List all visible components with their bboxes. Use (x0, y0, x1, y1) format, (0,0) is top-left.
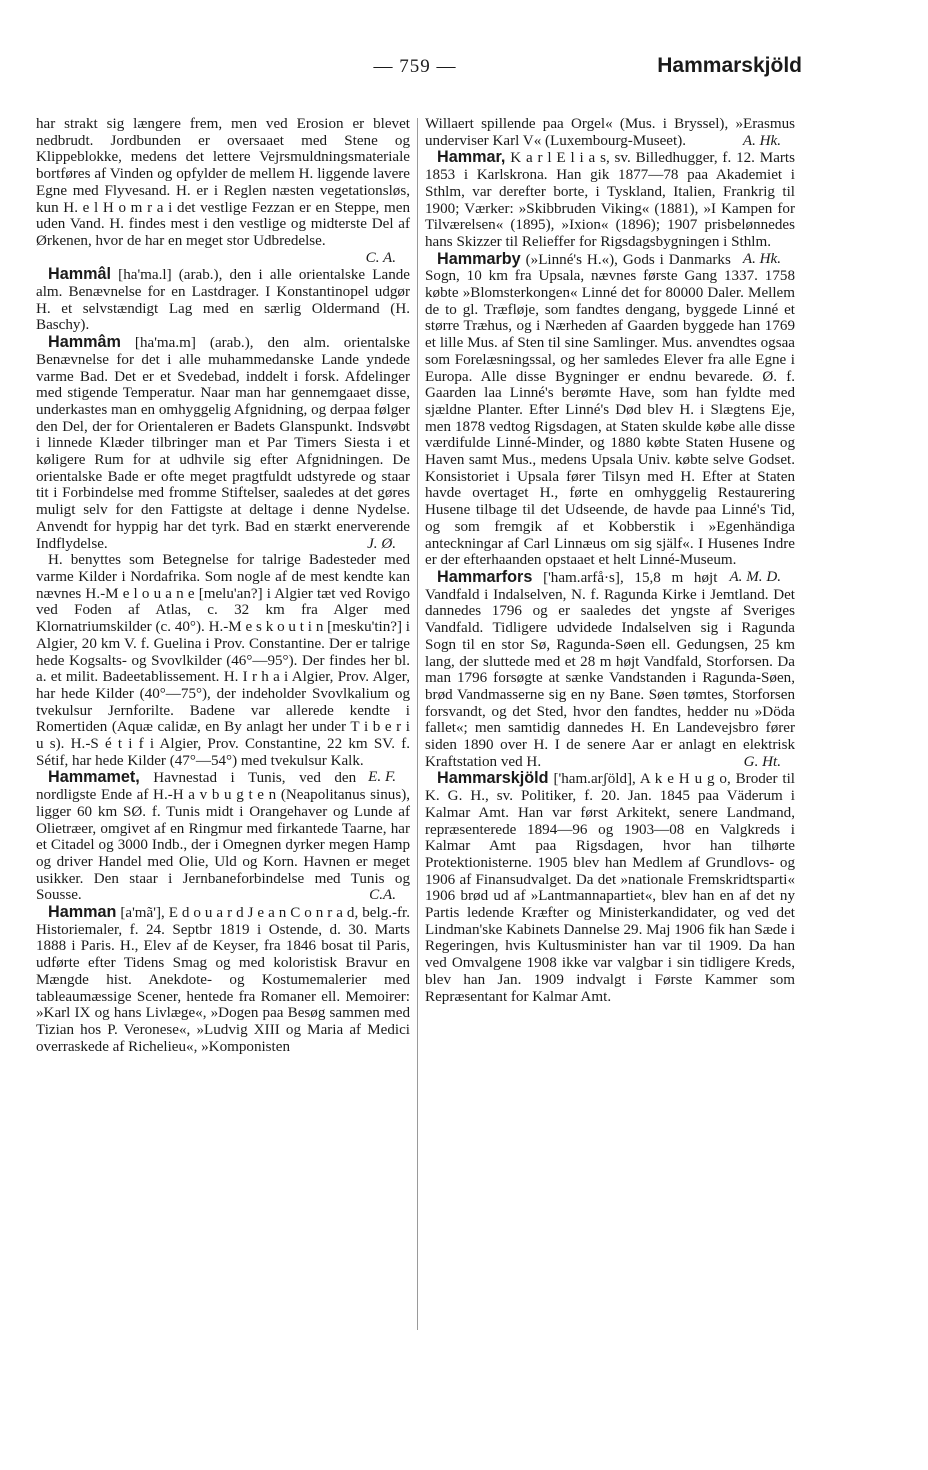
column-divider (417, 118, 418, 1330)
entry-headword: Hammarby (437, 249, 521, 268)
right-column (425, 116, 795, 1005)
entry-signature: J. Ø. (367, 535, 396, 552)
entry-headword: Hammâl (48, 265, 111, 284)
entry-signature: C.A. (369, 887, 396, 904)
left-column (36, 116, 410, 1055)
entry-signature: A. Hk. (742, 250, 781, 267)
entry-headword: Hammâm (48, 333, 121, 352)
entry-headword: Hammarskjöld (437, 769, 549, 788)
entry-text: [a'mã'], E d o u a r d J e a n C o n r a d, belg.-fr. Historiemaler, f. 24. Septbr 1819 i Ostende, d. 30. Marts 1888 i Paris. H., Elev af de Keyser, fra 1846 bosat til Paris, udførte efter Tidens Smag og med koloristisk Bravur en Mængde hist. Anekdote- og Kostumemalerier med tableaumæssige Scener, hentede fra Romaner ell. Memoirer: »Karl IX og hans Livlæge«, »Dogen paa Besøg sammen med Tizian hos P. Veronese«, »Ludvig XIII og Maria af Medici overraskede af Richelieu«, »Komponisten (36, 905, 410, 1055)
entry-headword: Hamman (48, 903, 117, 922)
entry-headword: Hammamet, (48, 768, 140, 787)
entry-continuation (425, 116, 795, 149)
entry-hammal (36, 266, 410, 334)
entry-signature: A. Hk. (742, 132, 781, 149)
entry-text: Willaert spillende paa Orgel« (Mus. i Bryssel), »Erasmus underviser Karl V« (Luxembourg-Museet). (425, 116, 795, 149)
entry-hammarfors (425, 569, 795, 770)
entry-text: K a r l E l i a s, sv. Billedhugger, f. 12. Marts 1853 i Karlskrona. Han gik 1877—78 paa Akademiet i Sthlm, var derefter borte, i Tyskland, Italien, Frankrig til 1900; Værker: »Skibbruden Viking« (1881), »I Kampen for Tilværelsen« (1895), »Ixion« (1896); 1907 prisbelønnedes hans Skizzer til Relieffer for Rigsdagsbygningen i Sthlm. (425, 150, 795, 250)
entry-text: ['ham.arʃöld], A k e H u g o, Broder til K. G. H., sv. Politiker, f. 20. Jan. 1845 paa Väderum i Kalmar Amt. Han var først Arkitekt, senere Landmand, repræsenterede 1894—96 og 1903—08 en Valgkreds i Kalmar Amt paa Rigsdagen, hvor han tilhørte Protektionisterne. 1905 blev han Medlem af Grundlovs- og 1906 af Finansudvalget. Da det »nationale Fremskridtsparti« 1906 brød ud af »Lantmannapartiet«, blev han en af det ny Partis ledende Kræfter og Ministerkandidater, og ved det Lindman'ske Kabinets Dannelse 29. Maj 1906 fik han Sæde i Regeringen, hvis Kultusminister han var til 1909. Da han ved Omvalgene 1908 ikke var valgbar i sin tidligere Kreds, blev han Jan. 1909 indvalgt i Første Kammer som Repræsentant for Kalmar Amt. (425, 771, 795, 1005)
entry-text: ['ham.arfå·s], 15,8 m højt Vandfald i Indalselven, N. f. Ragunda Kirke i Jemtland. Det dannedes 1796 og er saaledes det yngste af Sveriges Vandfald. Tidligere udvidede Indalselven sig i Ragunda Sogn til en stor Sø, Ragunda-Søen ell. Gedungsen, 25 km lang, der sluttede med et 28 m højt Vandfald, Storforsen. Da man 1796 forsøgte at sænke Vandstanden i Ragunda-Søen, brød Vandmasserne sig en ny Bane. Søen tømtes, Storforsen forsvandt, og det Sted, hvor den fandtes, hedder nu »Döda fallet«; men samtidig dannedes H. En Landevejsbro fører siden 1890 over H. I de senere Aar er anlagt en elektrisk Kraftstation ved H. (425, 569, 795, 770)
entry-signature: A. M. D. (729, 568, 781, 585)
entry-headword: Hammarfors (437, 567, 533, 586)
entry-text: (»Linné's H.«), Gods i Danmarks Sogn, 10 km fra Upsala, nævnes første Gang 1337. 1758 købte »Blomsterkongen« Linné det for 80000 Daler. Mellem de to gl. Træfløje, som fandtes dengang, byggede Linné et større Træhus, og i Nærheden af Gaarden byggede han 1769 et lille Mus. af Sten til sine Samlinger. Mus. anvendtes ogsaa som Forelæsningssal, og her samledes Elever fra alle Egne i Europa. Alle disse Bygninger er endnu bevarede. Ø. f. Gaarden laa Linné's berømte Have, som han fyldte med sjældne Planter. Efter Linné's Død blev H. i Slægtens Eje, men 1878 vedtog Rigsdagen, at Staten skulde købe alle disse værdifulde Linné-Minder, og 1880 købte Staten Husene og Haven samt Mus., medens Upsala Univ. købte selve Godset. Konsistoriet i Upsala fører Tilsyn med H. Efter at Staten havde overtaget H., førte en omhyggelig Restaurering Husene tilbage til det Udseende, de havde paa Linné's Tid, og som fremgik af et Kobberstik i »Egenhändiga anteckningar af Carl Linnæus om sig själf«. I Husenes Indre er der efterhaanden opstaaet et helt Linné-Museum. (425, 251, 795, 569)
entry-text: [ha'ma.l] (arab.), den i alle orientalske Lande alm. Benævnelse for en Lastdrager. I Konstantinopel udgør H. et selvstændigt Lag med en særlig Oldermand (H. Baschy). (36, 267, 410, 334)
entry-text: har strakt sig længere frem, men ved Erosion er blevet nedbrudt. Jordbunden er oversaaet med Stene og Klippeblokke, medens det lettere Vejrsmuldningsmateriale bortføres af Vinden og opfylder de mellem H. liggende lavere Egne med Flyvesand. H. er i Reglen næsten vegetationsløs, kun H. e l H o m r a i det vestlige Fezzan er en Steppe, men uden Vand. H. findes mest i den vestlige og midterste Del af Ørkenen, hvor de har en meget stor Udbredelse. (36, 116, 410, 249)
entry-signature: G. Ht. (743, 753, 781, 770)
entry-hammam (36, 334, 410, 552)
entry-hammamet (36, 769, 410, 904)
entry-headword: Hammar, (437, 148, 506, 167)
entry-continuation (36, 116, 410, 266)
entry-hammarskjold (425, 770, 795, 1005)
entry-text: [ha'ma.m] (arab.), den alm. orientalske Benævnelse for det i alle muhammedanske Lande yndede varme Bad. Det er et Svedebad, inddelt i forsk. Afdelinger med stigende Temperatur. Naar man har gennemgaaet disse, underkastes man en omhyggelig Afgnidning, og derpaa følger den Del, der for Orientaleren er Badets Glanspunkt. Indsvøbt i linnede Klæder tilbringer man et Par Timers Siesta i et køligere Rum for at udhvile sig efter Afgnidningen. De orientalske Bade er ofte meget pragtfuldt udstyrede og staar tit i Forbindelse med fromme Stiftelser, saaledes at det gøres muligt selv for den Fattigste at deltage i denne Nydelse. Anvendt for hyppig har det tyrk. Bad en stærkt enerverende Indflydelse. (36, 335, 410, 552)
entry-hamman (36, 904, 410, 1055)
entry-signature: C. A. (365, 249, 396, 266)
entry-text: H. benyttes som Betegnelse for talrige Badesteder med varme Kilder i Nordafrika. Som nogle af de mest kendte kan nævnes H.-M e l o u a n e [melu'an?] i Algier tæt ved Rovigo ved Foden af Atlas, c. 32 km fra Alger med Klornatriumskilder (c. 40°). H.-M e s k o u t i n [mesku'tin?] i Algier, 20 km V. f. Guelina i Prov. Constantine. Der er talrige hede Kogsalts- og Svovlkilder (46°—95°). Der findes her bl. a. et milit. Badeetablissement. H. I r h a i Algier, Prov. Alger, har hede Kilder (40°—75°), der indeholder Svovlkalium og tvekulsur Jernforilte. Badene var allerede kendte i Romertiden (Aquæ calidæ, en By anlagt her under T i b e r i u s). H.-S é t i f i Algier, Prov. Constantine, 22 km SV. f. Sétif, har hede Kilder (47°—54°) med tvekulsur Kalk. (36, 552, 410, 769)
entry-signature: E. F. (368, 769, 396, 786)
page-number: — 759 — (373, 56, 457, 77)
running-head: Hammarskjöld (657, 54, 802, 77)
entry-text: Havnestad i Tunis, ved den nordligste Ende af H.-H a v b u g t e n (Neapolitanus sinus), ligger 60 km SØ. f. Tunis midt i Orangehaver og Lunde af Olietræer, omgivet af en Ringmur med firkantede Taarne, har et Citadel og 3000 Indb., der i Omegnen dyrker megen Hamp og driver Handel med Olie, Uld og Korn. Havnen er meget usikker. Den staar i Jernbaneforbindelse med Tunis og Sousse. (36, 770, 410, 904)
